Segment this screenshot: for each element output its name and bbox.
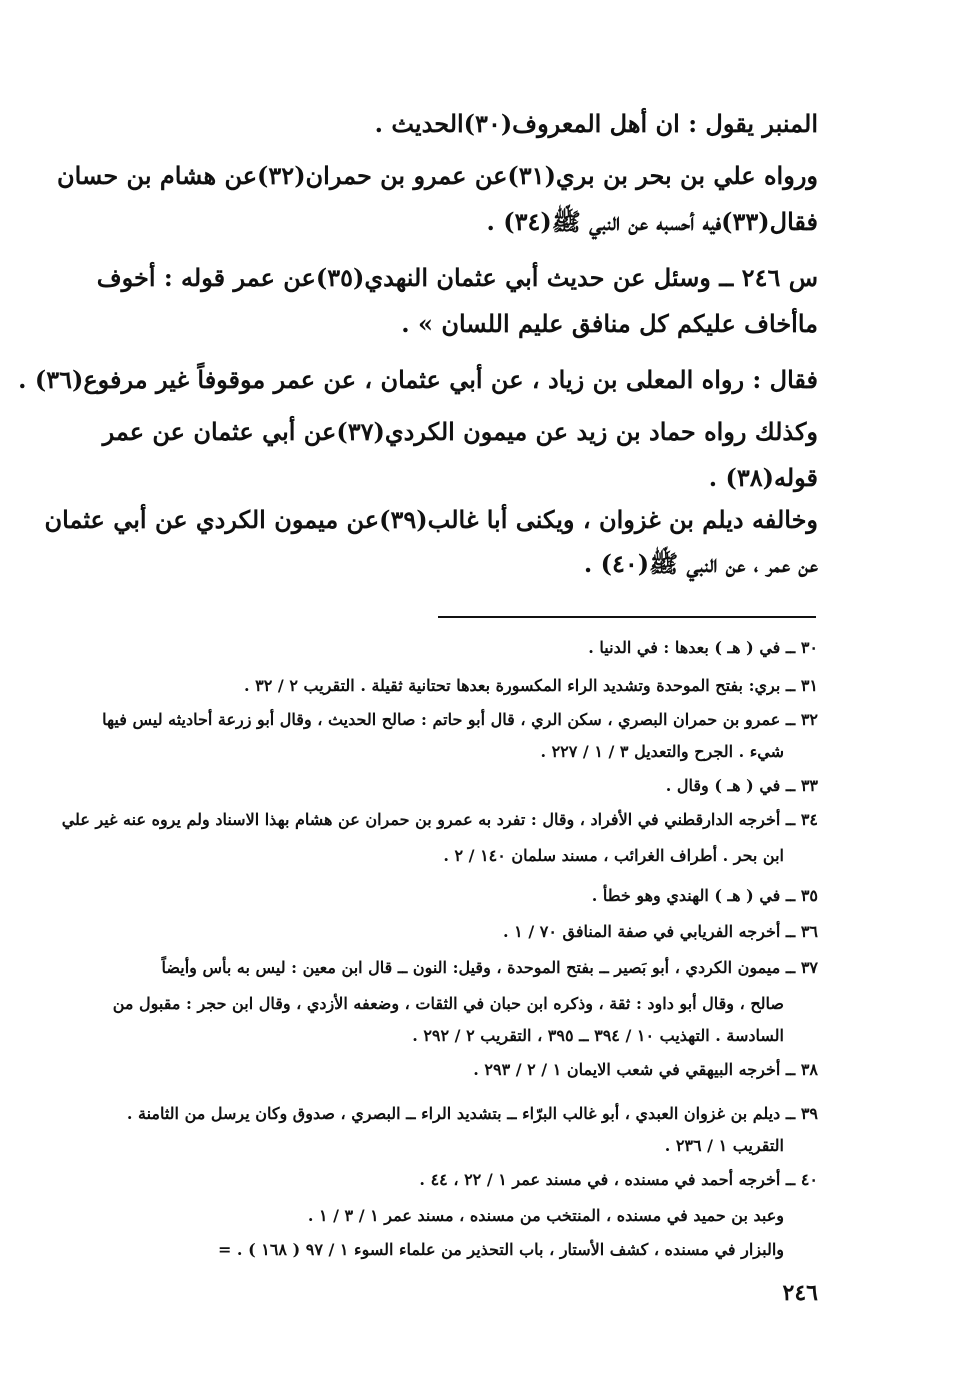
- footnote-40-cont-1: وعبد بن حميد في مسنده ، المنتخب من مسنده ، مسند عمر ١ / ٣ / ١ .: [307, 1206, 784, 1225]
- footnote-37: ٣٧ ــ ميمون الكردي ، أبو بَصير ــ بفتح الموحدة ، وقيل: النون ــ قال ابن معين : ليس به بأس وأيضاً: [161, 958, 818, 977]
- footnote-30: ٣٠ ــ في ( هـ ) بعدها : في الدنيا .: [588, 638, 818, 657]
- footnote-35: ٣٥ ــ في ( هـ ) الهندي وهو خطأ .: [591, 886, 818, 905]
- footnote-32-cont: شيء . الجرح والتعديل ٣ / ١ / ٢٢٧ .: [540, 742, 784, 761]
- footnote-39: ٣٩ ــ ديلم بن غزوان العبدي ، أبو غالب البرّاء ــ بتشديد الراء ــ البصري ، صدوق وكان يرسل من الثامنة .: [126, 1104, 818, 1123]
- footnote-40: ٤٠ ــ أخرجه أحمد في مسنده ، في مسند عمر ١ / ٢٢ ، ٤٤ .: [419, 1170, 818, 1189]
- body-line-3: فقال(٣٣)فيه أحسبه عن النبي ﷺ(٣٤) .: [486, 207, 818, 236]
- footnote-31: ٣١ ــ بري: بفتح الموحدة وتشديد الراء المكسورة بعدها تحتانية ثقيلة . التقريب ٢ / ٣٢ .: [244, 676, 818, 695]
- body-line-2: ورواه علي بن بحر بن بري(٣١)عن عمرو بن حمران(٣٢)عن هشام بن حسان: [57, 161, 818, 190]
- footnote-40-cont-2: والبزار في مسنده ، كشف الأستار ، باب التحذير من علماء السوء ١ / ٩٧ ( ١٦٨ ) . =: [217, 1240, 784, 1259]
- body-line-4: س ٢٤٦ ــ وسئل عن حديث أبي عثمان النهدي(٣٥)عن عمر قوله : أخوف: [96, 263, 818, 292]
- footnote-38: ٣٨ ــ أخرجه البيهقي في شعب الايمان ١ / ٢ / ٢٩٣ .: [473, 1060, 818, 1079]
- body-line-1: المنبر يقول : ان أهل المعروف(٣٠)الحديث .: [374, 109, 818, 138]
- body-line-8: قوله(٣٨) .: [708, 463, 818, 492]
- body-line-7: وكذلك رواه حماد بن زيد عن ميمون الكردي(٣٧)عن أبي عثمان عن عمر: [102, 417, 818, 446]
- body-line-10: عن عمر ، عن النبي ﷺ(٤٠) .: [583, 549, 818, 578]
- body-line-9: وخالفه ديلم بن غزوان ، ويكنى أبا غالب(٣٩)عن ميمون الكردي عن أبي عثمان: [44, 505, 818, 534]
- footnote-37-cont-1: صالح ، وقال أبو داود : ثقة ، وذكره ابن حبان في الثقات ، وضعفه الأزدي ، وقال ابن حجر : مقبول من: [112, 994, 784, 1013]
- footnote-34: ٣٤ ــ أخرجه الدارقطني في الأفراد ، وقال : تفرد به عمرو بن حمران عن هشام بهذا الاسناد ولم يروه عنه غير علي: [61, 810, 818, 829]
- footnote-39-cont: التقريب ١ / ٢٣٦ .: [664, 1136, 784, 1155]
- body-line-6: فقال : رواه المعلى بن زياد ، عن أبي عثمان ، عن عمر موقوفاً غير مرفوع(٣٦) .: [18, 365, 818, 394]
- footnote-36: ٣٦ ــ أخرجه الفريابي في صفة المنافق ٧٠ / ١ .: [503, 922, 818, 941]
- footnote-34-cont: ابن بحر . أطراف الغرائب ، مسند سلمان ١٤٠ / ٢ .: [443, 846, 784, 865]
- footnote-33: ٣٣ ــ في ( هـ ) وقال .: [665, 776, 818, 795]
- footnote-separator: [438, 616, 816, 618]
- footnote-37-cont-2: السادسة . التهذيب ١٠ / ٣٩٤ ــ ٣٩٥ ، التقريب ٢ / ٢٩٢ .: [412, 1026, 784, 1045]
- page-number: ٢٤٦: [782, 1280, 818, 1306]
- footnote-32: ٣٢ ــ عمرو بن حمران البصري ، سكن الري ، قال أبو حاتم : صالح الحديث ، وقال أبو زرعة أحاديثه ليس فيها: [102, 710, 818, 729]
- body-line-5: ماأخاف عليكم كل منافق عليم اللسان » .: [401, 309, 818, 338]
